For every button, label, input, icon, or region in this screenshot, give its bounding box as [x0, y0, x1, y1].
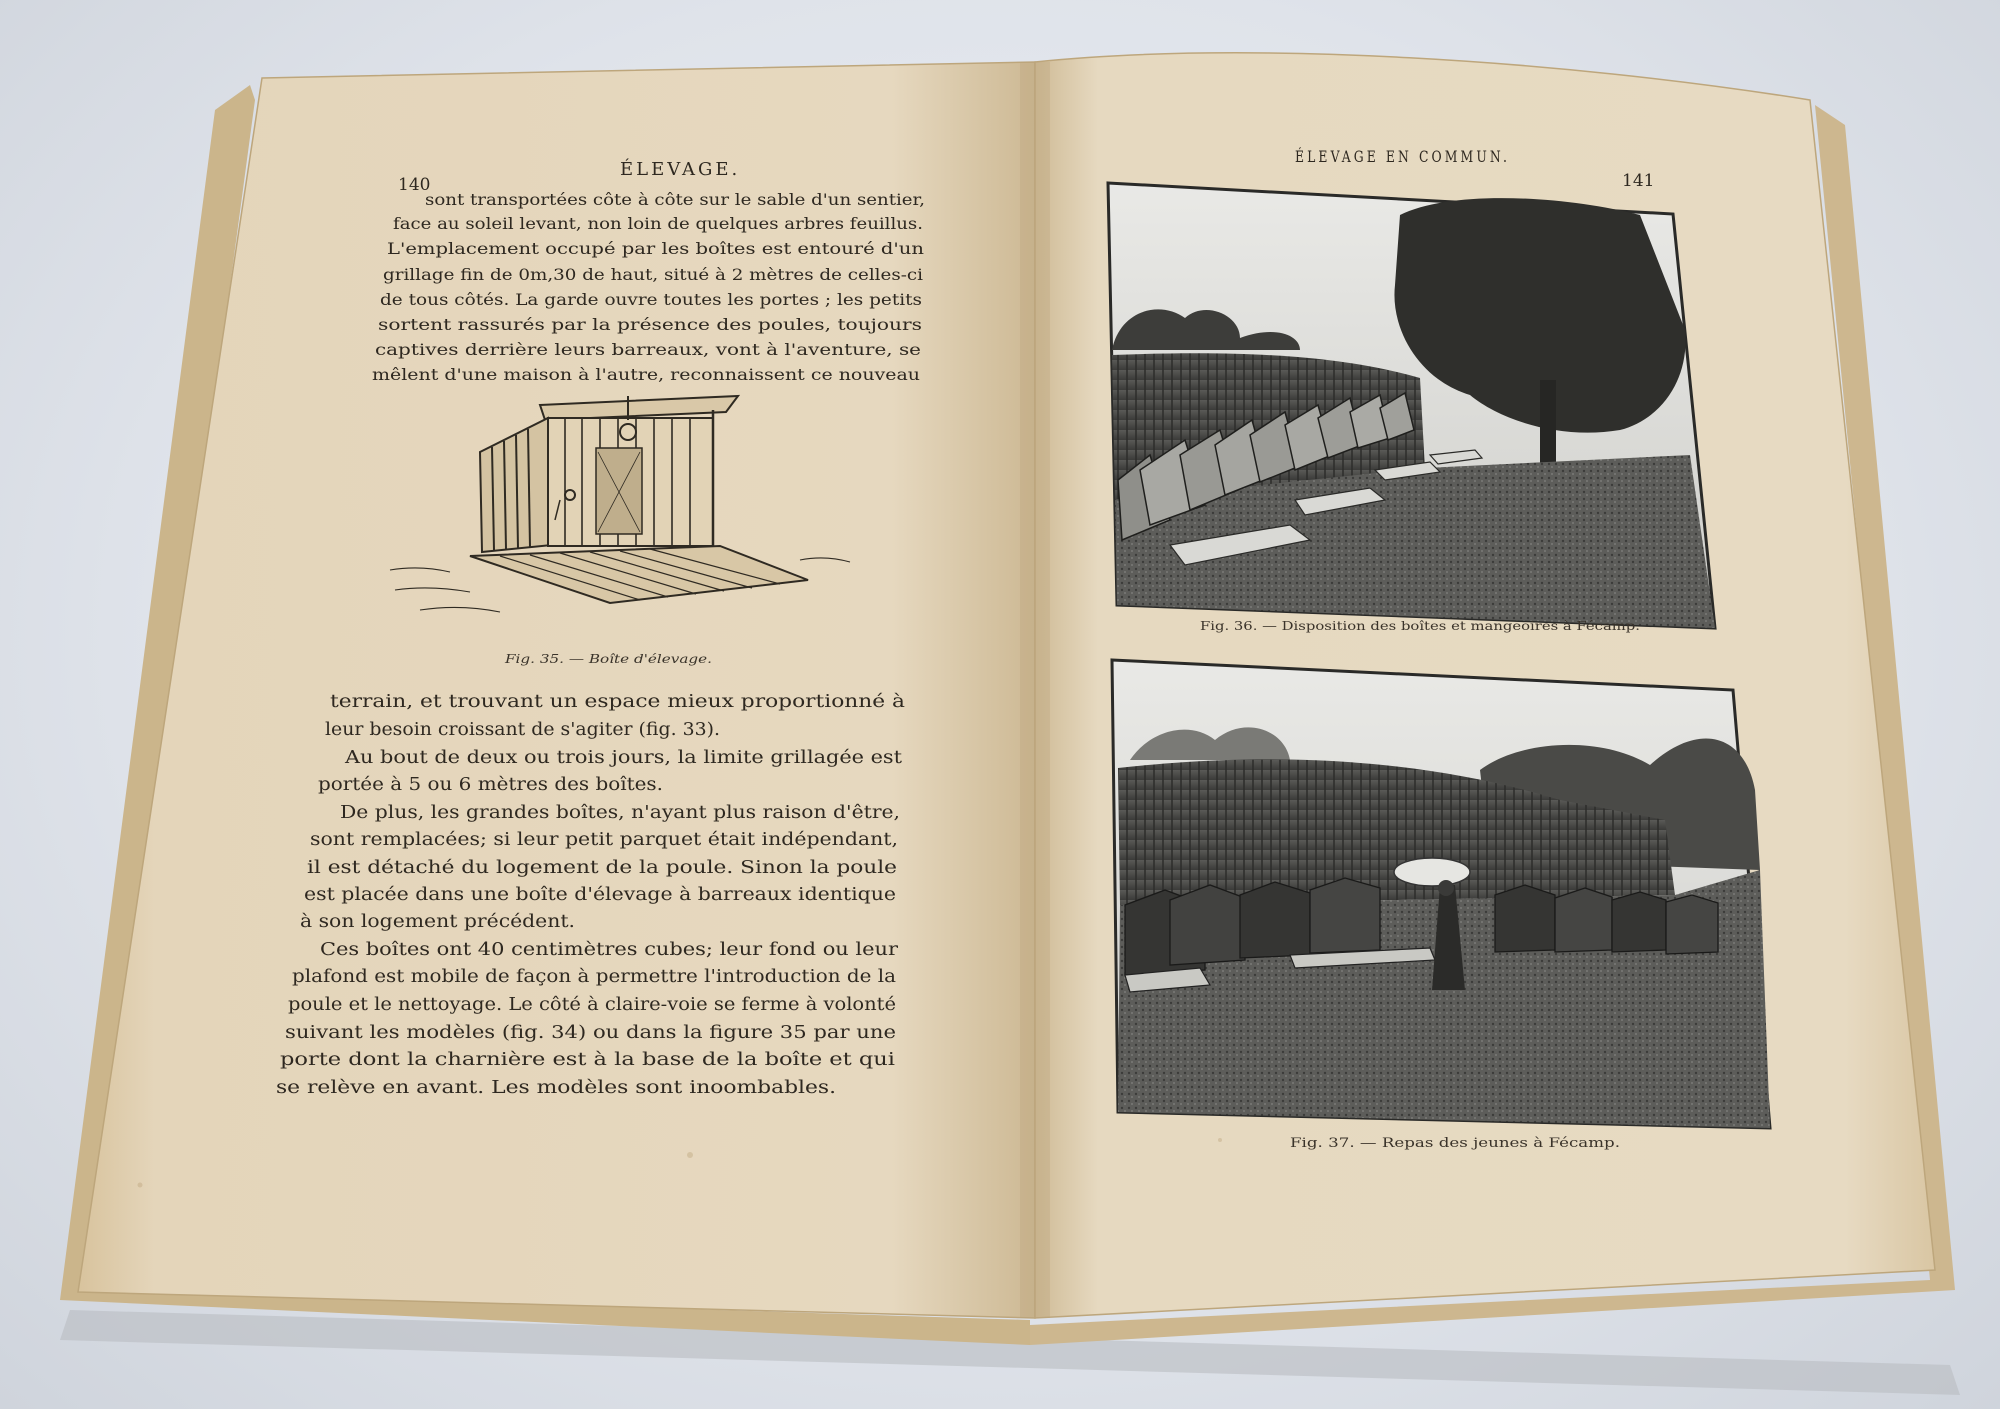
gutter-shadow: [1020, 62, 1050, 1318]
left-running-head: ÉLEVAGE.: [620, 159, 741, 180]
umbrella: [1394, 858, 1470, 886]
photo-fig-36: [1108, 183, 1715, 628]
text-line: porte dont la charnière est à la base de la boîte et qui: [280, 1050, 896, 1070]
text-line: de tous côtés. La garde ouvre toutes les portes ; les petits: [380, 290, 922, 309]
right-page-number: 141: [1622, 171, 1655, 191]
text-line: De plus, les grandes boîtes, n'ayant plus raison d'être,: [340, 803, 900, 823]
text-line: à son logement précédent.: [300, 912, 575, 932]
text-line: suivant les modèles (fig. 34) ou dans la figure 35 par une: [285, 1023, 896, 1043]
text-line: se relève en avant. Les modèles sont inoombables.: [276, 1078, 836, 1098]
text-line: Ces boîtes ont 40 centimètres cubes; leur fond ou leur: [320, 940, 899, 960]
text-line: sortent rassurés par la présence des poules, toujours: [378, 315, 922, 334]
left-page-number: 140: [398, 175, 431, 195]
text-line: Au bout de deux ou trois jours, la limite grillagée est: [343, 748, 902, 768]
figure-37-caption: Fig. 37. — Repas des jeunes à Fécamp.: [1290, 1136, 1620, 1151]
text-line: grillage fin de 0m,30 de haut, situé à 2 mètres de celles-ci: [383, 265, 923, 284]
text-line: il est détaché du logement de la poule. Sinon la poule: [307, 858, 897, 878]
text-line: plafond est mobile de façon à permettre l'introduction de la: [292, 967, 896, 987]
text-line: est placée dans une boîte d'élevage à barreaux identique: [304, 885, 896, 905]
text-line: sont remplacées; si leur petit parquet était indépendant,: [310, 830, 898, 850]
photo-fig-37: [1112, 660, 1770, 1128]
figure-35-caption: Fig. 35. — Boîte d'élevage.: [503, 652, 712, 666]
text-line: sont transportées côte à côte sur le sable d'un sentier,: [425, 190, 925, 209]
right-running-head: ÉLEVAGE EN COMMUN.: [1295, 147, 1573, 166]
text-line: mêlent d'une maison à l'autre, reconnaissent ce nouveau: [372, 365, 920, 384]
text-line: portée à 5 ou 6 mètres des boîtes.: [318, 775, 663, 795]
text-line: captives derrière leurs barreaux, vont à l'aventure, se: [375, 340, 921, 359]
text-line: terrain, et trouvant un espace mieux proportionné à: [330, 692, 905, 712]
text-line: poule et le nettoyage. Le côté à claire-voie se ferme à volonté: [288, 995, 896, 1015]
text-line: face au soleil levant, non loin de quelques arbres feuillus.: [393, 214, 923, 233]
left-bottom-paragraphs: [276, 692, 905, 1098]
figure-36-caption: Fig. 36. — Disposition des boîtes et mangeoires à Fécamp.: [1200, 618, 1640, 633]
text-line: leur besoin croissant de s'agiter (fig. 33).: [325, 720, 720, 740]
text-line: L'emplacement occupé par les boîtes est entouré d'un: [387, 239, 924, 258]
